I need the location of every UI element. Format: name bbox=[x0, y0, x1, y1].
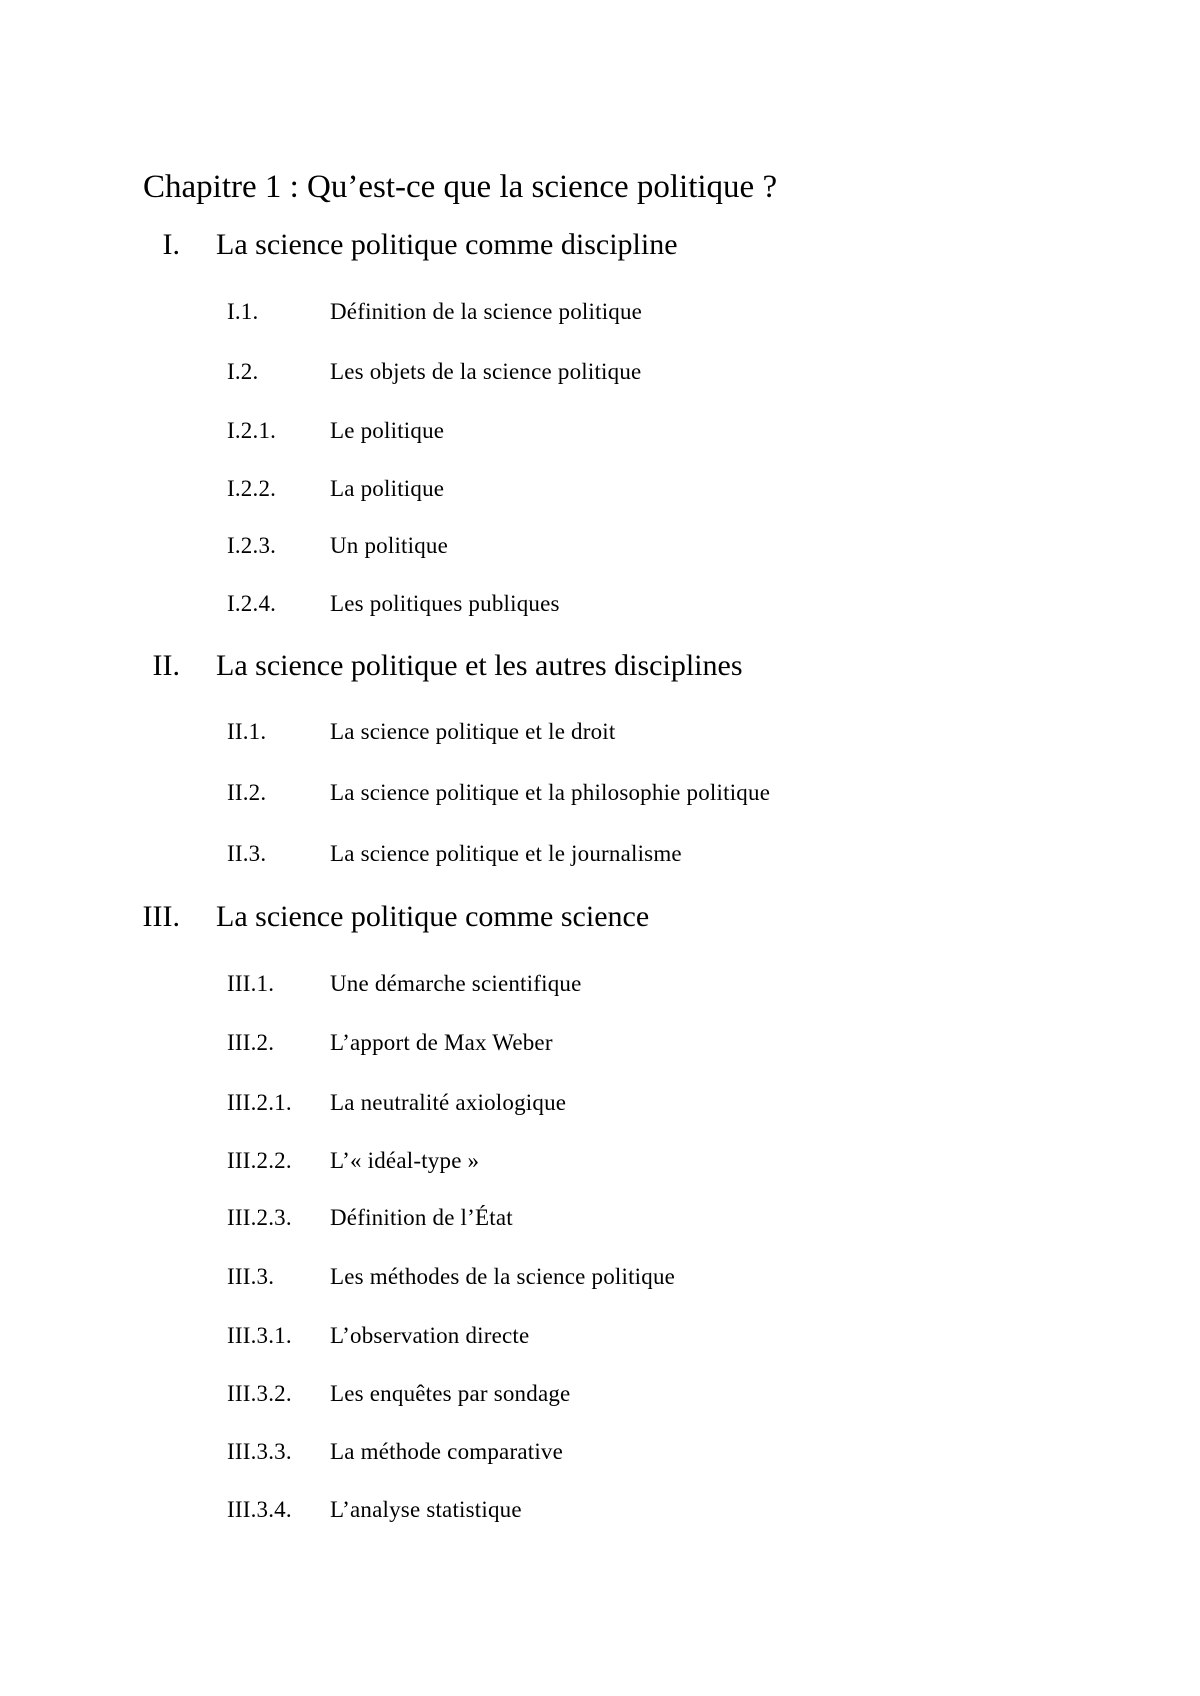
item-number: I.2.3. bbox=[227, 533, 277, 558]
chapter-title: Chapitre 1 : Qu’est-ce que la science politique ? bbox=[143, 169, 778, 205]
item-title: Les politiques publiques bbox=[330, 591, 560, 616]
item-title: La science politique et la philosophie politique bbox=[330, 780, 771, 805]
item-number: II.2. bbox=[227, 780, 267, 805]
item-number: III.1. bbox=[227, 971, 275, 996]
section-heading-1 bbox=[0, 225, 1200, 265]
section-title: La science politique et les autres disciplines bbox=[216, 649, 743, 682]
item-title: L’apport de Max Weber bbox=[330, 1030, 553, 1055]
item-title: Un politique bbox=[330, 533, 449, 558]
item-title: La politique bbox=[330, 476, 445, 501]
toc-item bbox=[0, 1378, 1200, 1410]
item-title: Les enquêtes par sondage bbox=[330, 1381, 571, 1406]
section-number: II. bbox=[152, 649, 180, 682]
toc-item bbox=[0, 1436, 1200, 1468]
item-title: La méthode comparative bbox=[330, 1439, 564, 1464]
item-number: III.3.1. bbox=[227, 1323, 292, 1348]
item-title: Les méthodes de la science politique bbox=[330, 1264, 676, 1289]
toc-item bbox=[0, 1320, 1200, 1352]
item-number: III.3.3. bbox=[227, 1439, 292, 1464]
toc-item bbox=[0, 1494, 1200, 1526]
section-heading-3 bbox=[0, 897, 1200, 937]
toc-item bbox=[0, 1145, 1200, 1177]
item-number: I.2.1. bbox=[227, 418, 277, 443]
section-number: III. bbox=[142, 900, 180, 933]
item-number: III.2. bbox=[227, 1030, 275, 1055]
section-number: I. bbox=[162, 228, 180, 261]
item-title: La science politique et le droit bbox=[330, 719, 616, 744]
item-title: Définition de l’État bbox=[330, 1205, 513, 1230]
toc-item bbox=[0, 968, 1200, 1000]
item-title: L’analyse statistique bbox=[330, 1497, 522, 1522]
toc-item bbox=[0, 356, 1200, 388]
item-number: I.2.4. bbox=[227, 591, 277, 616]
item-title: Une démarche scientifique bbox=[330, 971, 582, 996]
toc-item bbox=[0, 1261, 1200, 1293]
item-number: III.2.2. bbox=[227, 1148, 292, 1173]
item-title: Définition de la science politique bbox=[330, 299, 643, 324]
toc-item bbox=[0, 530, 1200, 562]
item-number: III.3.2. bbox=[227, 1381, 292, 1406]
item-number: III.2.3. bbox=[227, 1205, 292, 1230]
section-title: La science politique comme science bbox=[216, 900, 650, 933]
section-title: La science politique comme discipline bbox=[216, 228, 678, 261]
toc-item bbox=[0, 296, 1200, 328]
item-title: Le politique bbox=[330, 418, 445, 443]
item-number: II.1. bbox=[227, 719, 267, 744]
item-title: La science politique et le journalisme bbox=[330, 841, 682, 866]
item-number: III.2.1. bbox=[227, 1090, 292, 1115]
item-title: L’« idéal-type » bbox=[330, 1148, 480, 1173]
toc-item bbox=[0, 777, 1200, 809]
item-title: Les objets de la science politique bbox=[330, 359, 642, 384]
toc-item bbox=[0, 415, 1200, 447]
section-heading-2 bbox=[0, 646, 1200, 686]
item-number: I.2.2. bbox=[227, 476, 277, 501]
item-number: II.3. bbox=[227, 841, 267, 866]
item-number: I.2. bbox=[227, 359, 259, 384]
toc-item bbox=[0, 1202, 1200, 1234]
toc-item bbox=[0, 716, 1200, 748]
toc-item bbox=[0, 838, 1200, 870]
toc-item bbox=[0, 1087, 1200, 1119]
toc-item bbox=[0, 473, 1200, 505]
item-title: L’observation directe bbox=[330, 1323, 530, 1348]
toc-item bbox=[0, 588, 1200, 620]
item-number: I.1. bbox=[227, 299, 259, 324]
item-number: III.3.4. bbox=[227, 1497, 292, 1522]
item-number: III.3. bbox=[227, 1264, 275, 1289]
toc-item bbox=[0, 1027, 1200, 1059]
item-title: La neutralité axiologique bbox=[330, 1090, 567, 1115]
